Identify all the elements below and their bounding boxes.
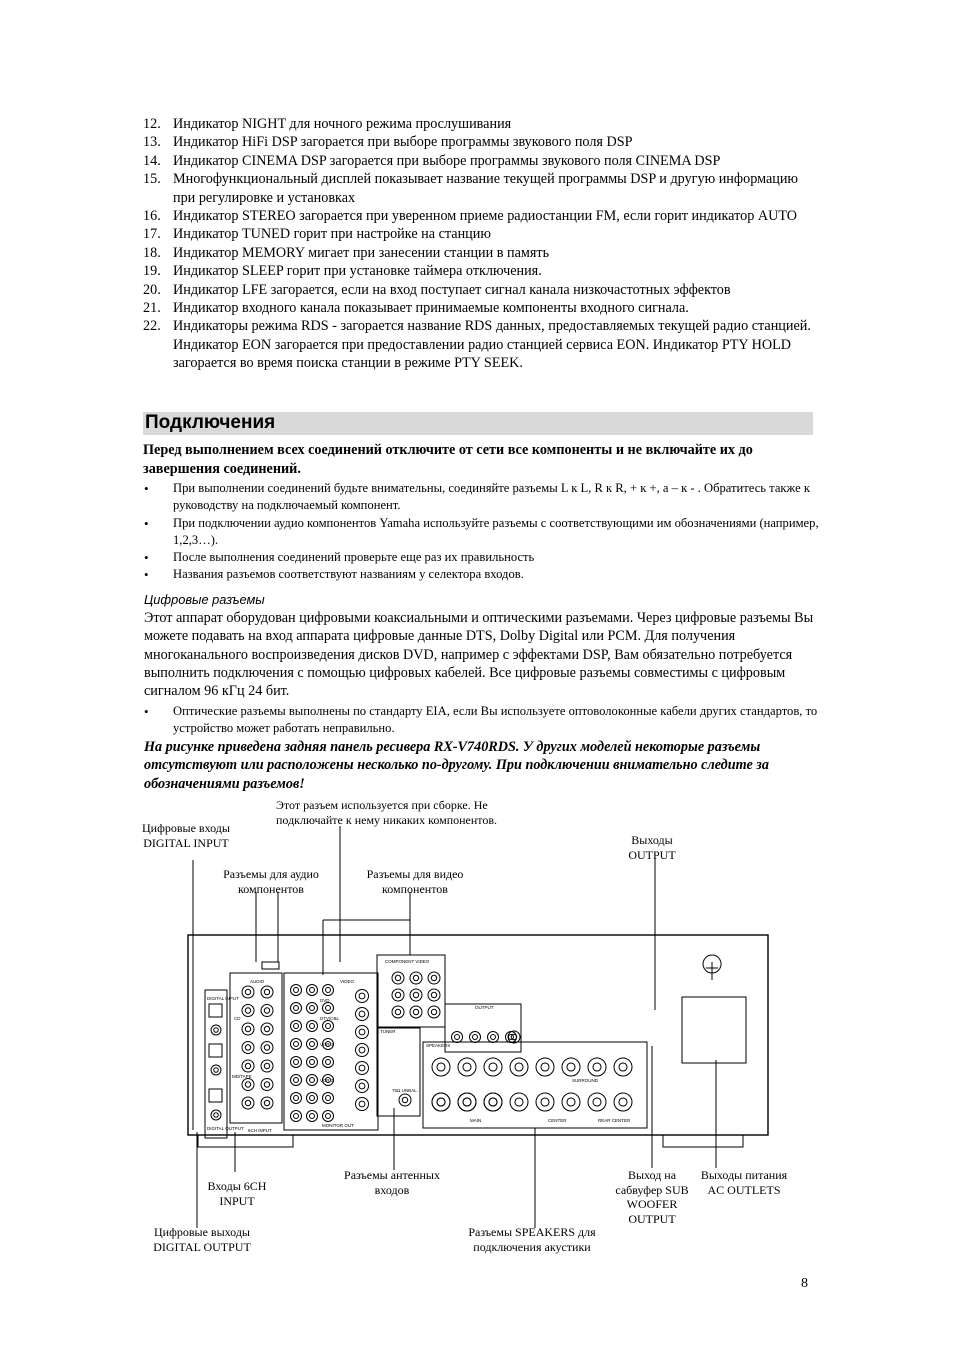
optical-port	[209, 1044, 222, 1057]
connector-jack-core	[593, 1063, 601, 1071]
digital-output-label: Цифровые выходы DIGITAL OUTPUT	[153, 1225, 251, 1254]
panel-dtv-label: DTV/CBL	[320, 1016, 340, 1021]
connector-jack-core	[294, 1006, 299, 1011]
connector-jack	[562, 1058, 580, 1076]
connector-jack	[261, 1079, 273, 1091]
video-components-label: Разъемы для видео компонентов	[366, 867, 464, 896]
panel-tuner-label: TUNER	[380, 1029, 396, 1034]
connector-jack	[562, 1093, 580, 1111]
connector-jack	[242, 986, 254, 998]
connector-jack-core	[264, 1008, 269, 1013]
connector-jack-core	[214, 1028, 219, 1033]
subwoofer-label: Выход на сабвуфер SUB WOOFER OUTPUT	[615, 1168, 689, 1226]
connector-jack	[307, 1003, 318, 1014]
bullet-item: • Оптические разъемы выполнены по стандарту EIA, если Вы используете оптоволоконные кабели других стандартов, то устройство может работать неправильно.	[143, 703, 823, 738]
connector-jack	[356, 990, 369, 1003]
connector-jack-core	[455, 1035, 460, 1040]
output-block	[445, 1004, 521, 1052]
connector-jack-core	[431, 992, 436, 997]
connector-jack	[356, 1008, 369, 1021]
item-text: Индикатор SLEEP горит при установке таймера отключения.	[173, 263, 542, 280]
connector-jack-core	[245, 1008, 250, 1013]
connector-jack-core	[413, 992, 418, 997]
item-text: Индикатор входного канала показывает принимаемые компоненты входного сигнала.	[173, 300, 689, 317]
connector-jack-core	[294, 1042, 299, 1047]
item-text: Индикатор MEMORY мигает при занесении станции в память	[173, 244, 550, 261]
connector-jack	[261, 1005, 273, 1017]
connector-jack	[410, 989, 422, 1001]
connector-jack	[291, 1039, 302, 1050]
connector-jack-core	[214, 1068, 219, 1073]
connector-jack	[614, 1058, 632, 1076]
tuner-block	[377, 1028, 420, 1116]
panel-video-label: VIDEO	[340, 979, 355, 984]
panel-surround-label: SURROUND	[572, 1078, 599, 1083]
connector-jack-core	[310, 1042, 315, 1047]
connector-jack	[323, 1021, 334, 1032]
item-number: 19.	[143, 263, 161, 280]
item-text: Индикаторы режима RDS - загорается название RDS данных, предоставляемых текущей радио станцией. Индикатор EON загорается при предоставлении радио станцией сервиса EON. Индикатор PTY HOLD загорается во время поиска станции в режиме PTY SEEK.	[173, 318, 811, 372]
item-text: Индикатор STEREO загорается при уверенном приеме радиостанции FM, если горит индикатор AUTO	[173, 208, 797, 225]
connector-jack-core	[326, 1114, 331, 1119]
section-title: Подключения	[145, 412, 276, 433]
connector-jack	[211, 1110, 221, 1120]
connector-jack	[356, 1044, 369, 1057]
outputs-label: Выходы OUTPUT	[628, 833, 676, 862]
connector-jack	[588, 1093, 606, 1111]
panel-audio-label: AUDIO	[250, 979, 265, 984]
connector-jack-core	[245, 1100, 250, 1105]
connector-jack-core	[489, 1063, 497, 1071]
bullet-item: • При выполнении соединений будьте внимательны, соединяйте разъемы L к L, R к R, + к +, а – к - . Обратитесь также к руководству на подключаемый компонент.	[143, 480, 823, 515]
connector-jack	[291, 1021, 302, 1032]
connector-jack-core	[310, 1078, 315, 1083]
optical-port	[209, 1089, 222, 1102]
connector-jack-core	[326, 1006, 331, 1011]
connector-jack	[356, 1026, 369, 1039]
connector-jack-core	[245, 1045, 250, 1050]
right-foot	[663, 1135, 743, 1147]
connector-jack	[261, 1042, 273, 1054]
item-number: 16.	[143, 208, 161, 225]
connector-jack-core	[359, 1029, 365, 1035]
connector-jack-core	[402, 1097, 407, 1102]
panel-center-label: CENTER	[548, 1118, 567, 1123]
connector-jack-core	[541, 1063, 549, 1071]
connector-jack	[242, 1060, 254, 1072]
connector-jack	[510, 1093, 528, 1111]
connector-jack	[261, 1023, 273, 1035]
connector-jack	[307, 985, 318, 996]
panel-vcr2-label: VCR 2	[320, 1078, 334, 1083]
item-text: Индикатор CINEMA DSP загорается при выборе программы звукового поля CINEMA DSP	[173, 152, 721, 169]
connector-jack-core	[359, 1065, 365, 1071]
panel-digital-output-label: DIGITAL OUTPUT	[207, 1126, 244, 1131]
connector-jack-core	[593, 1098, 601, 1106]
digital-paragraph: Этот аппарат оборудован цифровыми коаксиальными и оптическими разъемами. Через цифровые разъемы Вы можете подавать на вход аппарата цифровые данные DTS, Dolby Digital или PCM. Для получения многоканального воспроизведения дисков DVD, например с эффектами DSP, Вам обязательно потребуется выполнить подключения с помощью цифровых кабелей. Все цифровые разъемы совместимы с цифровым сигналом 96 кГц 24 бит.	[144, 610, 814, 700]
connector-jack	[242, 1005, 254, 1017]
left-foot	[198, 1135, 293, 1147]
connector-jack	[307, 1075, 318, 1086]
connector-jack	[428, 972, 440, 984]
connector-jack-core	[489, 1098, 497, 1106]
connector-jack-core	[294, 988, 299, 993]
speakers-label: Разъемы SPEAKERS для подключения акустики	[468, 1225, 596, 1254]
audio-components-label: Разъемы для аудио компонентов	[223, 867, 319, 896]
connector-jack	[484, 1093, 502, 1111]
connector-jack-core	[619, 1063, 627, 1071]
connector-jack-core	[463, 1098, 471, 1106]
connector-jack-core	[359, 1083, 365, 1089]
connector-jack	[242, 1079, 254, 1091]
assembly-note: Этот разъем используется при сборке. Не подключайте к нему никаких компонентов.	[276, 798, 498, 827]
item-number: 12.	[143, 116, 161, 132]
connector-jack	[458, 1093, 476, 1111]
panel-rear-center-label: REAR CENTER	[598, 1118, 631, 1123]
item-number: 22.	[143, 318, 161, 335]
connector-jack	[291, 985, 302, 996]
italic-note: На рисунке приведена задняя панель ресивера RX-V740RDS. У других моделей некоторые разъемы отсутствуют или расположены несколько по-другому. При подключении внимательно следите за обозначениями разъемов!	[144, 739, 769, 792]
item-number: 13.	[143, 134, 161, 151]
connector-jack	[428, 989, 440, 1001]
connector-jack-core	[431, 1009, 436, 1014]
connector-jack-core	[567, 1063, 575, 1071]
assembly-port	[262, 962, 279, 969]
connector-jack	[392, 1006, 404, 1018]
connector-jack-core	[310, 1060, 315, 1065]
connector-jack	[614, 1093, 632, 1111]
panel-monitor-out-label: MONITOR OUT	[322, 1123, 354, 1128]
connector-jack	[432, 1058, 450, 1076]
connector-jack	[488, 1032, 499, 1043]
panel-component-video-label: COMPONENT VIDEO	[385, 959, 430, 964]
item-number: 20.	[143, 281, 161, 298]
item-number: 21.	[143, 300, 161, 317]
connector-jack	[323, 1003, 334, 1014]
connector-jack-core	[294, 1060, 299, 1065]
connector-jack	[392, 972, 404, 984]
panel-md-label: MD/TAPE	[232, 1074, 252, 1079]
connector-jack-core	[359, 1047, 365, 1053]
connector-jack-core	[359, 1011, 365, 1017]
connector-jack-core	[359, 993, 365, 999]
connector-jack-core	[294, 1078, 299, 1083]
connector-jack	[470, 1032, 481, 1043]
connector-jack-core	[264, 1082, 269, 1087]
connector-jack-core	[264, 1026, 269, 1031]
connector-jack-core	[326, 1060, 331, 1065]
connector-jack	[323, 1111, 334, 1122]
connector-jack	[356, 1098, 369, 1111]
connector-jack	[307, 1093, 318, 1104]
connector-jack-core	[437, 1063, 445, 1071]
connector-jack-core	[264, 1045, 269, 1050]
connector-jack-core	[619, 1098, 627, 1106]
connector-jack	[510, 1058, 528, 1076]
connector-jack-core	[310, 1114, 315, 1119]
connector-jack	[261, 1097, 273, 1109]
connector-jack	[261, 1060, 273, 1072]
connector-jack	[356, 1062, 369, 1075]
connector-jack-core	[413, 975, 418, 980]
optical-port	[209, 1004, 222, 1017]
bullet-item: • Названия разъемов соответствуют названиям у селектора входов.	[143, 566, 823, 583]
connector-jack-core	[491, 1035, 496, 1040]
connector-jack-core	[326, 1096, 331, 1101]
connector-jack-core	[245, 1026, 250, 1031]
connector-jack	[458, 1058, 476, 1076]
connector-jack	[261, 986, 273, 998]
item-text: Многофункциональный дисплей показывает название текущей программы DSP и другую информацию при регулировке и установках	[173, 171, 799, 206]
antenna-label: Разъемы антенных входов	[344, 1168, 440, 1197]
connector-jack-core	[515, 1063, 523, 1071]
item-number: 14.	[143, 152, 161, 169]
panel-cd-label: CD	[234, 1016, 241, 1021]
ac-outlet	[682, 997, 746, 1063]
item-number: 15.	[143, 171, 161, 188]
connector-jack	[323, 985, 334, 996]
connector-jack	[410, 1006, 422, 1018]
warning-text: Перед выполнением всех соединений отключите от сети все компоненты и не включайте их до завершения соединений.	[143, 442, 753, 477]
connector-jack-core	[541, 1098, 549, 1106]
connector-jack-core	[359, 1101, 365, 1107]
bullet-item: • После выполнения соединений проверьте еще раз их правильность	[143, 549, 823, 566]
connector-jack-core	[245, 989, 250, 994]
connector-jack-core	[515, 1098, 523, 1106]
connector-jack-core	[431, 975, 436, 980]
connector-jack	[428, 1006, 440, 1018]
connector-jack	[307, 1021, 318, 1032]
receiver-body	[188, 935, 768, 1135]
connector-jack	[323, 1093, 334, 1104]
connector-jack	[536, 1093, 554, 1111]
connector-jack-core	[413, 1009, 418, 1014]
connector-jack-core	[294, 1114, 299, 1119]
connector-jack-core	[310, 1096, 315, 1101]
connector-jack-core	[310, 988, 315, 993]
item-text: Индикатор LFE загорается, если на вход поступает сигнал канала низкочастотных эффектов	[173, 281, 731, 298]
connector-jack	[291, 1093, 302, 1104]
connector-jack-core	[326, 988, 331, 993]
connector-jack-core	[310, 1024, 315, 1029]
connector-jack	[307, 1111, 318, 1122]
connector-jack	[307, 1039, 318, 1050]
item-text: Индикатор NIGHT для ночного режима прослушивания	[173, 116, 512, 132]
bullet-item: • При подключении аудио компонентов Yamaha используйте разъемы с соответствующими им обозначениями (например, 1,2,3…).	[143, 515, 823, 550]
connector-jack-core	[395, 1009, 400, 1014]
connector-jack-core	[264, 1063, 269, 1068]
connector-jack-core	[294, 1024, 299, 1029]
connector-jack	[291, 1111, 302, 1122]
connector-jack-core	[294, 1096, 299, 1101]
panel-dvd-label: DVD	[320, 998, 330, 1003]
connector-jack-core	[264, 989, 269, 994]
connector-jack-core	[463, 1063, 471, 1071]
connector-jack-core	[567, 1098, 575, 1106]
connector-jack	[307, 1057, 318, 1068]
panel-output-label: OUTPUT	[475, 1005, 494, 1010]
speakers-block	[423, 1042, 647, 1128]
connector-jack-core	[395, 992, 400, 997]
connector-jack-core	[511, 1034, 516, 1039]
connector-jack-core	[473, 1035, 478, 1040]
panel-vcr1-label: VCR 1	[320, 1042, 334, 1047]
connector-jack	[536, 1058, 554, 1076]
connector-jack	[323, 1057, 334, 1068]
connector-jack	[242, 1042, 254, 1054]
connector-jack-core	[264, 1100, 269, 1105]
panel-75ohm-label: 75Ω UNBAL.	[392, 1088, 418, 1093]
panel-digital-input-label: DIGITAL INPUT	[207, 996, 239, 1001]
panel-speakers-label: SPEAKERS	[426, 1043, 451, 1048]
connector-jack	[399, 1094, 411, 1106]
connector-jack-core	[437, 1098, 445, 1106]
item-number: 17.	[143, 226, 161, 243]
connector-jack	[291, 1003, 302, 1014]
connector-jack-core	[245, 1063, 250, 1068]
connector-jack-core	[310, 1006, 315, 1011]
connector-jack-core	[214, 1113, 219, 1118]
connector-jack	[211, 1065, 221, 1075]
ac-outlets-label: Выходы питания AC OUTLETS	[700, 1168, 788, 1197]
connector-jack	[432, 1093, 450, 1111]
connector-jack	[392, 989, 404, 1001]
connector-jack	[452, 1032, 463, 1043]
connector-jack	[410, 972, 422, 984]
item-text: Индикатор HiFi DSP загорается при выборе программы звукового поля DSP	[173, 134, 633, 151]
connector-jack-core	[395, 975, 400, 980]
item-number: 18.	[143, 244, 161, 261]
connector-jack	[242, 1097, 254, 1109]
connector-jack	[291, 1057, 302, 1068]
item-text: Индикатор TUNED горит при настройке на станцию	[173, 226, 491, 243]
connector-jack	[211, 1025, 221, 1035]
six-ch-input-label: Входы 6CH INPUT	[207, 1179, 267, 1208]
panel-6ch-label: 6CH INPUT	[248, 1128, 272, 1133]
connector-jack	[356, 1080, 369, 1093]
digital-input-label: Цифровые входы DIGITAL INPUT	[142, 821, 230, 850]
subheading: Цифровые разъемы	[144, 592, 265, 607]
digital-column	[205, 990, 227, 1138]
page-number: 8	[801, 1276, 808, 1291]
connector-jack	[291, 1075, 302, 1086]
connector-jack	[242, 1023, 254, 1035]
connector-jack	[588, 1058, 606, 1076]
connector-jack	[484, 1058, 502, 1076]
panel-main-label: MAIN	[470, 1118, 482, 1123]
connector-jack-core	[245, 1082, 250, 1087]
connector-jack-core	[326, 1024, 331, 1029]
